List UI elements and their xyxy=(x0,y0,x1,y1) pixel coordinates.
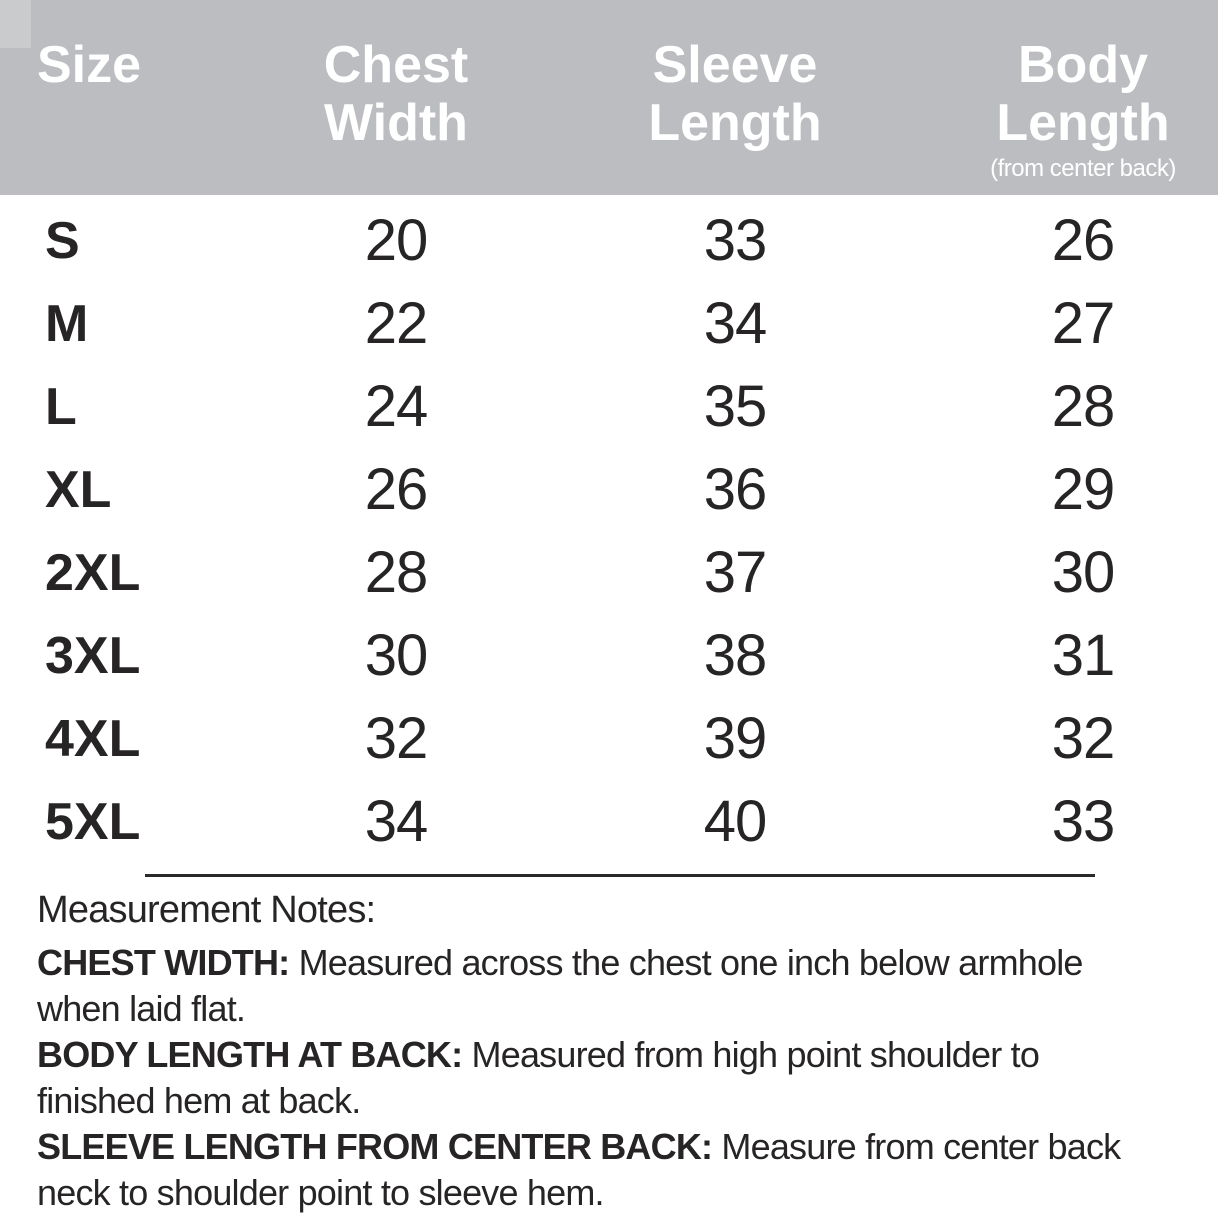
column-header-body-length-note: (from center back) xyxy=(990,155,1176,182)
table-row xyxy=(0,531,1218,614)
body-length-cell: 33 xyxy=(1051,789,1115,854)
chest-width-cell: 34 xyxy=(364,789,428,854)
header-corner-patch xyxy=(0,0,31,48)
sleeve-length-cell: 35 xyxy=(703,374,767,439)
chest-width-cell: 32 xyxy=(364,706,428,771)
note-text-line2: finished hem at back. xyxy=(37,1080,361,1121)
body-length-cell: 31 xyxy=(1051,623,1115,688)
chest-width-cell: 28 xyxy=(364,540,428,605)
chest-width-cell: 26 xyxy=(364,457,428,522)
sleeve-length-cell: 39 xyxy=(703,706,767,771)
table-row xyxy=(0,697,1218,780)
column-header-chest-width: Chest Width xyxy=(323,36,469,152)
note-sleeve-length xyxy=(37,1124,1197,1216)
sleeve-length-cell: 34 xyxy=(703,291,767,356)
body-length-cell: 29 xyxy=(1051,457,1115,522)
size-cell: 4XL xyxy=(45,709,141,768)
sleeve-length-cell: 40 xyxy=(703,789,767,854)
table-row xyxy=(0,448,1218,531)
measurement-notes xyxy=(37,888,1197,1216)
body-length-cell: 27 xyxy=(1051,291,1115,356)
note-text-line2: when laid flat. xyxy=(37,988,246,1029)
chest-width-cell: 22 xyxy=(364,291,428,356)
size-cell: S xyxy=(45,211,80,270)
chest-width-cell: 24 xyxy=(364,374,428,439)
note-label: BODY LENGTH AT BACK: xyxy=(37,1034,463,1075)
body-length-cell: 30 xyxy=(1051,540,1115,605)
table-row xyxy=(0,365,1218,448)
notes-title: Measurement Notes: xyxy=(37,889,376,931)
column-header-body-length: Body Length (from center back) xyxy=(878,0,1218,195)
body-length-cell: 26 xyxy=(1051,208,1115,273)
note-text-line2: neck to shoulder point to sleeve hem. xyxy=(37,1172,604,1213)
note-body-length xyxy=(37,1032,1197,1124)
column-header-sleeve-length: Sleeve Length xyxy=(648,36,822,152)
size-cell: L xyxy=(45,377,77,436)
note-text: Measured from high point shoulder to xyxy=(462,1034,1040,1075)
sleeve-length-cell: 38 xyxy=(703,623,767,688)
note-text: Measured across the chest one inch below armhole xyxy=(289,942,1083,983)
sleeve-length-cell: 37 xyxy=(703,540,767,605)
size-cell: M xyxy=(45,294,89,353)
sleeve-length-cell: 33 xyxy=(703,208,767,273)
size-cell: 5XL xyxy=(45,792,141,851)
chest-width-cell: 30 xyxy=(364,623,428,688)
note-label: CHEST WIDTH: xyxy=(37,942,290,983)
note-label: SLEEVE LENGTH FROM CENTER BACK: xyxy=(37,1126,713,1167)
note-chest-width xyxy=(37,940,1197,1032)
body-length-cell: 28 xyxy=(1051,374,1115,439)
column-header-size-label: Size xyxy=(37,36,142,94)
chest-width-cell: 20 xyxy=(364,208,428,273)
table-row xyxy=(0,282,1218,365)
divider-rule xyxy=(145,874,1095,877)
note-text: Measure from center back xyxy=(712,1126,1121,1167)
body-length-cell: 32 xyxy=(1051,706,1115,771)
table-row xyxy=(0,780,1218,863)
size-cell: 2XL xyxy=(45,543,141,602)
sleeve-length-cell: 36 xyxy=(703,457,767,522)
table-header xyxy=(0,0,1218,195)
size-cell: XL xyxy=(45,460,112,519)
table-row xyxy=(0,614,1218,697)
table-body xyxy=(0,195,1218,863)
table-row xyxy=(0,199,1218,282)
size-cell: 3XL xyxy=(45,626,141,685)
